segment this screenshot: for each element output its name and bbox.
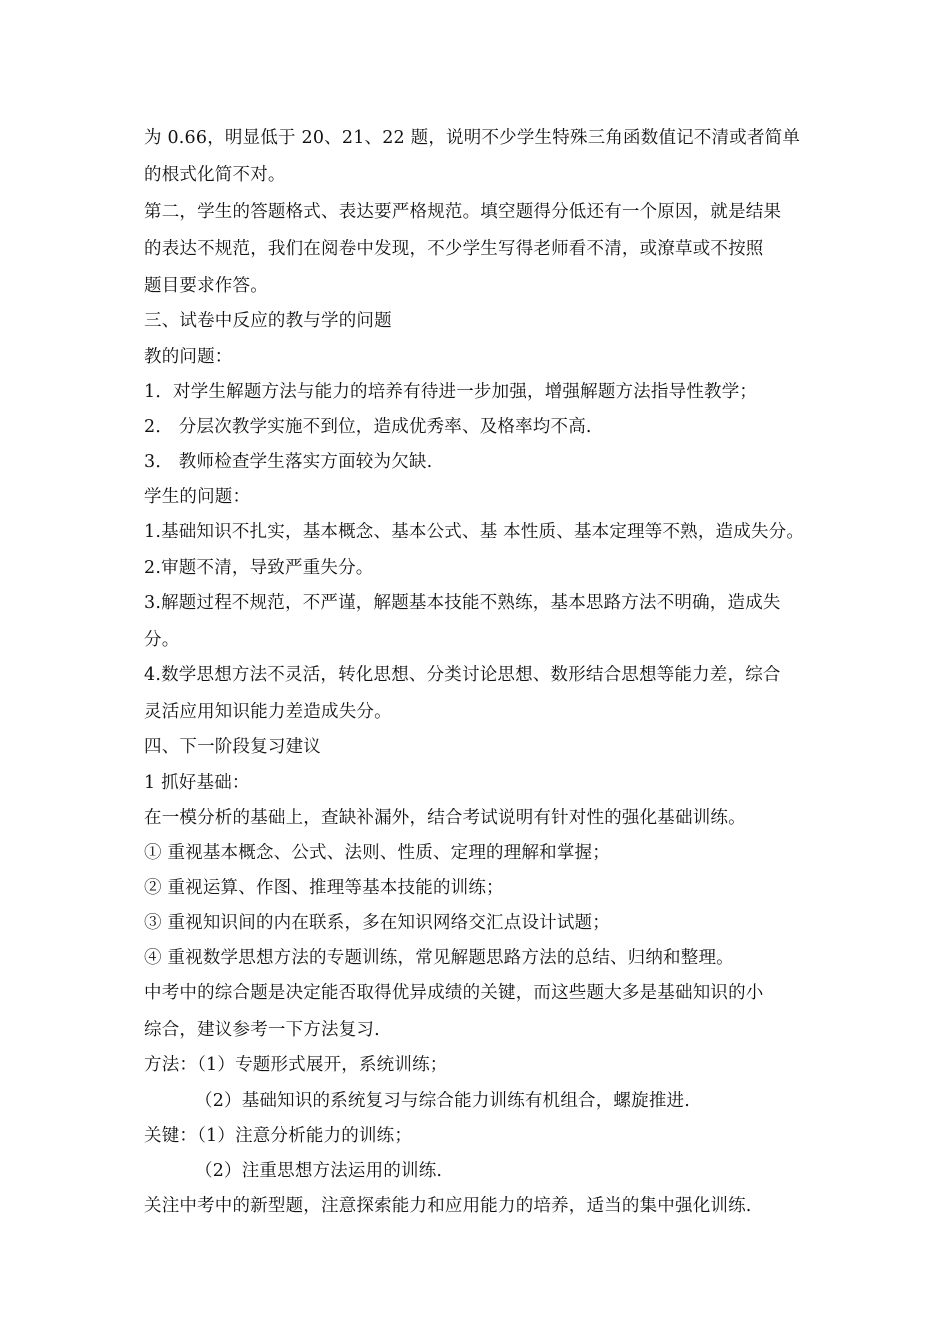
section-heading: 三、试卷中反应的教与学的问题 <box>144 311 392 331</box>
list-item: 1.基础知识不扎实，基本概念、基本公式、基 本性质、基本定理等不熟，造成失分。 <box>144 522 805 542</box>
list-item: ③ 重视知识间的内在联系，多在知识网络交汇点设计试题； <box>144 913 610 933</box>
list-item: 1．对学生解题方法与能力的培养有待进一步加强，增强解题方法指导性教学； <box>144 382 758 402</box>
list-item: 2.审题不清，导致严重失分。 <box>144 558 374 578</box>
subheading: 1 抓好基础： <box>144 773 250 793</box>
text-line: 为 0.66，明显低于 20、21、22 题，说明不少学生特殊三角函数值记不清或者简单 <box>144 128 801 148</box>
text-line: 题目要求作答。 <box>144 276 268 296</box>
text-line: 的根式化简不对。 <box>144 165 286 185</box>
section-heading: 四、下一阶段复习建议 <box>144 737 321 757</box>
list-item: 3.解题过程不规范，不严谨，解题基本技能不熟练，基本思路方法不明确，造成失 <box>144 593 781 613</box>
text-line: 关键：（1）注意分析能力的训练； <box>144 1126 413 1146</box>
list-item: ④ 重视数学思想方法的专题训练，常见解题思路方法的总结、归纳和整理。 <box>144 948 734 968</box>
text-line: 的表达不规范，我们在阅卷中发现，不少学生写得老师看不清，或潦草或不按照 <box>144 239 764 259</box>
subheading: 学生的问题： <box>144 487 251 507</box>
list-item: 3． 教师检查学生落实方面较为欠缺. <box>144 452 433 472</box>
text-line: 综合，建议参考一下方法复习. <box>144 1020 380 1040</box>
text-line: 在一模分析的基础上，查缺补漏外，结合考试说明有针对性的强化基础训练。 <box>144 808 746 828</box>
subheading: 教的问题： <box>144 347 233 367</box>
text-line: 第二，学生的答题格式、表达要严格规范。填空题得分低还有一个原因，就是结果 <box>144 202 782 222</box>
text-line: （2）基础知识的系统复习与综合能力训练有机组合，螺旋推进. <box>195 1091 690 1111</box>
text-line: 分。 <box>144 630 180 650</box>
text-line: 方法：（1）专题形式展开，系统训练； <box>144 1055 448 1075</box>
text-line: 关注中考中的新型题，注意探索能力和应用能力的培养，适当的集中强化训练. <box>144 1196 752 1216</box>
list-item: 2． 分层次教学实施不到位，造成优秀率、及格率均不高. <box>144 417 592 437</box>
text-line: 灵活应用知识能力差造成失分。 <box>144 702 392 722</box>
list-item: 4.数学思想方法不灵活，转化思想、分类讨论思想、数形结合思想等能力差，综合 <box>144 665 781 685</box>
text-line: （2）注重思想方法运用的训练. <box>195 1161 443 1181</box>
text-line: 中考中的综合题是决定能否取得优异成绩的关键，而这些题大多是基础知识的小 <box>144 983 764 1003</box>
list-item: ② 重视运算、作图、推理等基本技能的训练； <box>144 878 504 898</box>
list-item: ① 重视基本概念、公式、法则、性质、定理的理解和掌握； <box>144 843 610 863</box>
